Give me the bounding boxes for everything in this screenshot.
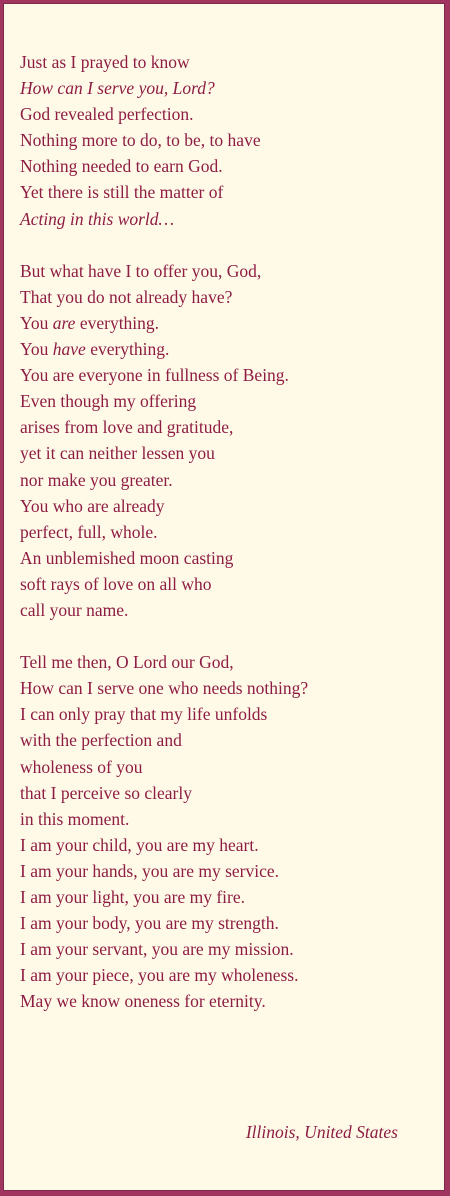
poem-line-segment: How can I serve one who needs nothing? xyxy=(20,678,309,699)
poem-card xyxy=(3,3,445,1191)
poem-line-segment: I am your piece, you are my wholeness. xyxy=(20,965,299,986)
poem-line-italic-segment: are xyxy=(52,312,76,333)
poem-line xyxy=(20,884,308,910)
poem-line-segment: I can only pray that my life unfolds xyxy=(20,704,268,725)
poem-line xyxy=(20,936,308,962)
poem-line xyxy=(20,440,308,466)
poem-line-segment: You xyxy=(20,312,53,333)
poem-line xyxy=(20,649,308,675)
poem-line-segment: An unblemished moon casting xyxy=(20,547,234,568)
poem-line xyxy=(20,179,308,205)
poem-line xyxy=(20,414,308,440)
poem-line-segment: You are everyone in fullness of Being. xyxy=(20,365,289,386)
poem-line-segment: soft rays of love on all who xyxy=(20,573,212,594)
poem-line xyxy=(20,806,308,832)
poem-body xyxy=(20,49,308,1014)
poem-line xyxy=(20,832,308,858)
poem-line-segment: Nothing needed to earn God. xyxy=(20,156,223,177)
poem-line xyxy=(20,754,308,780)
poem-line-segment: You who are already xyxy=(20,495,165,516)
poem-line-segment: everything. xyxy=(75,312,160,333)
poem-stanza xyxy=(20,49,308,232)
poem-line xyxy=(20,206,308,232)
poem-line xyxy=(20,780,308,806)
poem-line xyxy=(20,727,308,753)
poem-signature: Illinois, United States xyxy=(245,1122,398,1142)
poem-line-segment: nor make you greater. xyxy=(20,469,173,490)
poem-line-segment: Yet there is still the matter of xyxy=(20,182,224,203)
poem-line-segment: I am your child, you are my heart. xyxy=(20,834,259,855)
poem-line xyxy=(20,153,308,179)
poem-line xyxy=(20,493,308,519)
poem-line-segment: arises from love and gratitude, xyxy=(20,417,234,438)
poem-line-segment: But what have I to offer you, God, xyxy=(20,260,262,281)
poem-stanza xyxy=(20,258,308,623)
poem-line xyxy=(20,858,308,884)
poem-line-segment: yet it can neither lessen you xyxy=(20,443,215,464)
poem-line-segment: in this moment. xyxy=(20,808,130,829)
poem-line xyxy=(20,101,308,127)
poem-line xyxy=(20,75,308,101)
poem-line-segment: May we know oneness for eternity. xyxy=(20,991,266,1012)
poem-line-segment: that I perceive so clearly xyxy=(20,782,192,803)
poem-line-segment: Nothing more to do, to be, to have xyxy=(20,130,261,151)
poem-line xyxy=(20,336,308,362)
poem-line-italic-segment: Acting in this world… xyxy=(20,208,175,229)
poem-line xyxy=(20,545,308,571)
poem-line xyxy=(20,127,308,153)
poem-line xyxy=(20,962,308,988)
poem-stanza xyxy=(20,649,308,1014)
poem-line-segment: everything. xyxy=(85,339,170,360)
poem-line-segment: Just as I prayed to know xyxy=(20,52,190,72)
poem-line-italic-segment: How can I serve you, Lord? xyxy=(20,78,215,99)
poem-line xyxy=(20,258,308,284)
poem-line-segment: wholeness of you xyxy=(20,756,143,777)
poem-line-segment: I am your body, you are my strength. xyxy=(20,913,279,934)
poem-line xyxy=(20,675,308,701)
poem-line xyxy=(20,284,308,310)
poem-line-segment: That you do not already have? xyxy=(20,286,233,307)
poem-line xyxy=(20,388,308,414)
poem-line-segment: You xyxy=(20,339,53,360)
poem-line xyxy=(20,310,308,336)
poem-line-segment: call your name. xyxy=(20,599,129,620)
poem-line xyxy=(20,362,308,388)
poem-line xyxy=(20,467,308,493)
poem-line-segment: I am your hands, you are my service. xyxy=(20,860,280,881)
poem-line-segment: I am your light, you are my fire. xyxy=(20,887,246,907)
poem-line xyxy=(20,988,308,1014)
poem-line-segment: God revealed perfection. xyxy=(20,104,194,125)
poem-line xyxy=(20,571,308,597)
poem-line-segment: Tell me then, O Lord our God, xyxy=(20,652,234,673)
poem-line-segment: perfect, full, whole. xyxy=(20,521,158,542)
poem-line xyxy=(20,519,308,545)
poem-line-segment: I am your servant, you are my mission. xyxy=(20,939,294,960)
poem-line-segment: with the perfection and xyxy=(20,730,182,751)
poem-line xyxy=(20,597,308,623)
poem-line xyxy=(20,910,308,936)
poem-line xyxy=(20,49,308,75)
poem-line xyxy=(20,701,308,727)
poem-line-italic-segment: have xyxy=(52,339,86,360)
poem-line-segment: Even though my offering xyxy=(20,391,197,412)
